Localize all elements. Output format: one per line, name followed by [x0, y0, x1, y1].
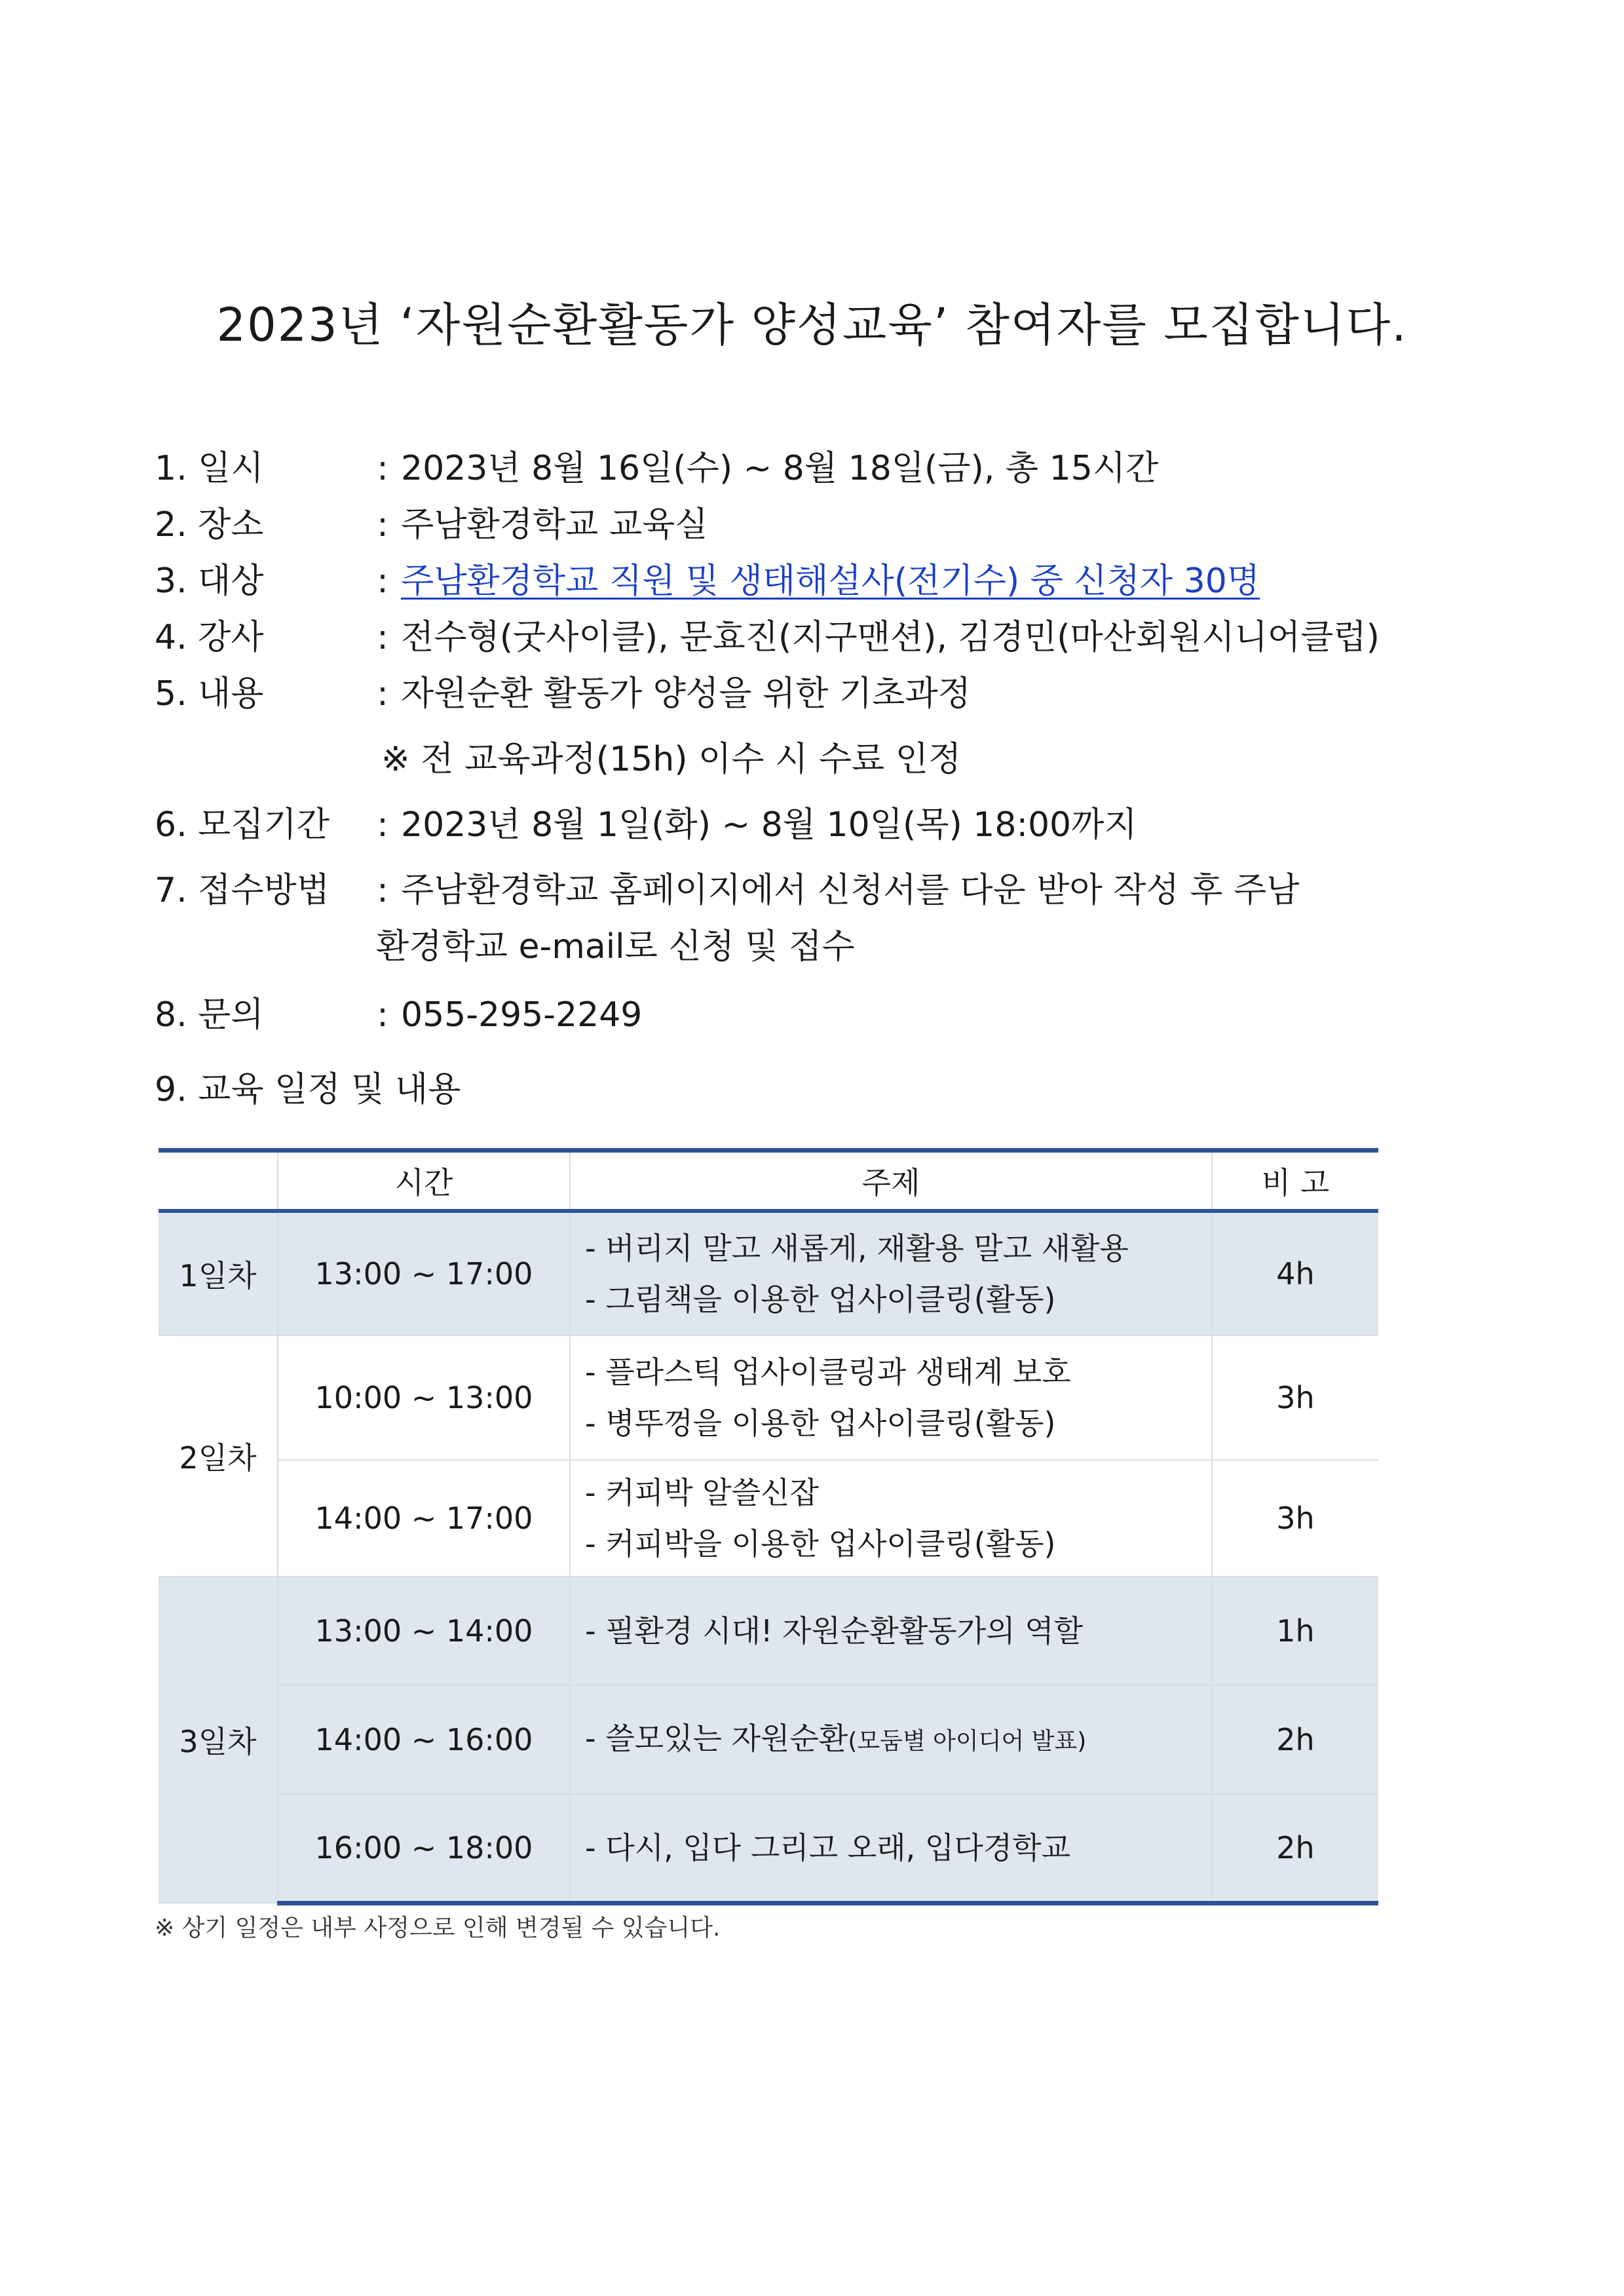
header-time: 시간: [278, 1151, 570, 1212]
schedule-footnote: ※ 상기 일정은 내부 사정으로 인해 변경될 수 있습니다.: [155, 1915, 721, 1942]
item-colon: :: [377, 805, 388, 845]
table-row: [159, 1211, 1378, 1335]
table-row: [159, 1685, 1378, 1794]
content-note: ※ 전 교육과정(15h) 이수 시 수료 인정: [381, 740, 962, 779]
page-title: 2023년 ‘자원순환활동가 양성교육’ 참여자를 모집합니다.: [216, 298, 1408, 352]
item-number: 8.: [155, 995, 187, 1035]
table-row: [159, 1794, 1378, 1903]
info-item-content: [155, 666, 971, 715]
item-value: 주남환경학교 홈페이지에서 신청서를 다운 받아 작성 후 주남: [401, 871, 1300, 910]
header-day: [159, 1151, 278, 1212]
time-cell: 13:00 ~ 14:00: [278, 1577, 570, 1685]
item-colon: :: [377, 505, 388, 545]
info-item-instructor: [155, 609, 1380, 659]
item-value: 자원순환 활동가 양성을 위한 기초과정: [401, 674, 971, 714]
item-number: 2.: [155, 505, 187, 545]
section-heading-schedule: 9. 교육 일정 및 내용: [155, 1070, 461, 1109]
hours-cell: 3h: [1212, 1460, 1378, 1577]
item-number: 6.: [155, 805, 187, 845]
item-value: 2023년 8월 1일(화) ~ 8월 10일(목) 18:00까지: [401, 805, 1137, 845]
topic-cell: [570, 1211, 1212, 1335]
item-label: 모집기간: [198, 805, 330, 845]
topic-line: - 커피박 알쓸신잡: [585, 1475, 819, 1510]
item-value: 전수형(굿사이클), 문효진(지구맨션), 김경민(마산회원시니어클럽): [401, 618, 1380, 657]
info-item-date: [155, 440, 1158, 489]
item-colon: :: [377, 674, 388, 714]
day-cell: 2일차: [159, 1335, 278, 1577]
item-label: 일시: [198, 449, 264, 488]
topic-cell: [570, 1685, 1212, 1794]
item-number: 3.: [155, 562, 187, 601]
header-topic: 주제: [570, 1151, 1212, 1212]
item-label: 문의: [198, 995, 264, 1035]
item-label: 접수방법: [198, 871, 330, 910]
item-number: 1.: [155, 449, 187, 488]
day-cell: 3일차: [159, 1577, 278, 1903]
hours-cell: 1h: [1212, 1577, 1378, 1685]
item-colon: :: [377, 871, 388, 910]
time-cell: 13:00 ~ 17:00: [278, 1211, 570, 1335]
topic-cell: [570, 1335, 1212, 1460]
hours-cell: 2h: [1212, 1794, 1378, 1903]
hours-cell: 4h: [1212, 1211, 1378, 1335]
topic-cell: - 다시, 입다 그리고 오래, 입다경학교: [570, 1794, 1212, 1903]
info-item-target: [155, 553, 1260, 602]
info-item-place: [155, 497, 708, 546]
item-number: 5.: [155, 674, 187, 714]
item-label: 대상: [198, 562, 264, 601]
item-number: 7.: [155, 871, 187, 910]
item-value: 2023년 8월 16일(수) ~ 8월 18일(금), 총 15시간: [401, 449, 1159, 488]
header-note: 비 고: [1212, 1151, 1378, 1212]
topic-cell: - 필환경 시대! 자원순환활동가의 역할: [570, 1577, 1212, 1685]
table-row: [159, 1335, 1378, 1460]
time-cell: 16:00 ~ 18:00: [278, 1794, 570, 1903]
time-cell: 14:00 ~ 16:00: [278, 1685, 570, 1794]
info-item-method: [155, 862, 1300, 911]
day-cell: 1일차: [159, 1211, 278, 1335]
hours-cell: 3h: [1212, 1335, 1378, 1460]
info-item-period: [155, 797, 1137, 846]
topic-line: - 그림책을 이용한 업사이클링(활동): [585, 1282, 1056, 1317]
hours-cell: 2h: [1212, 1685, 1378, 1794]
item-colon: :: [377, 618, 388, 657]
item-number: 4.: [155, 618, 187, 657]
topic-small: (모둠별 아이디어 발표): [848, 1727, 1087, 1755]
item-label: 장소: [198, 505, 264, 545]
topic-cell: [570, 1460, 1212, 1577]
item-value: 주남환경학교 교육실: [401, 505, 708, 545]
table-row: [159, 1460, 1378, 1577]
schedule-table: [159, 1148, 1378, 1905]
topic-line: - 버리지 말고 새롭게, 재활용 말고 새활용: [585, 1231, 1129, 1266]
table-row: [159, 1577, 1378, 1685]
target-link[interactable]: 주남환경학교 직원 및 생태해설사(전기수) 중 신청자 30명: [401, 562, 1260, 601]
topic-line: - 병뚜껑을 이용한 업사이클링(활동): [585, 1406, 1056, 1441]
method-continuation: 환경학교 e-mail로 신청 및 접수: [376, 927, 855, 966]
item-colon: :: [377, 995, 388, 1035]
topic-line: - 플라스틱 업사이클링과 생태계 보호: [585, 1354, 1071, 1390]
item-colon: :: [377, 449, 388, 488]
item-label: 강사: [198, 618, 264, 657]
item-colon: :: [377, 562, 388, 601]
phone-number: 055-295-2249: [401, 995, 643, 1035]
time-cell: 14:00 ~ 17:00: [278, 1460, 570, 1577]
item-label: 내용: [198, 674, 264, 714]
topic-main: - 쓸모있는 자원순환: [585, 1720, 848, 1756]
topic-line: - 커피박을 이용한 업사이클링(활동): [585, 1526, 1056, 1561]
info-item-inquiry: [155, 987, 642, 1036]
time-cell: 10:00 ~ 13:00: [278, 1335, 570, 1460]
table-header-row: [159, 1151, 1378, 1212]
